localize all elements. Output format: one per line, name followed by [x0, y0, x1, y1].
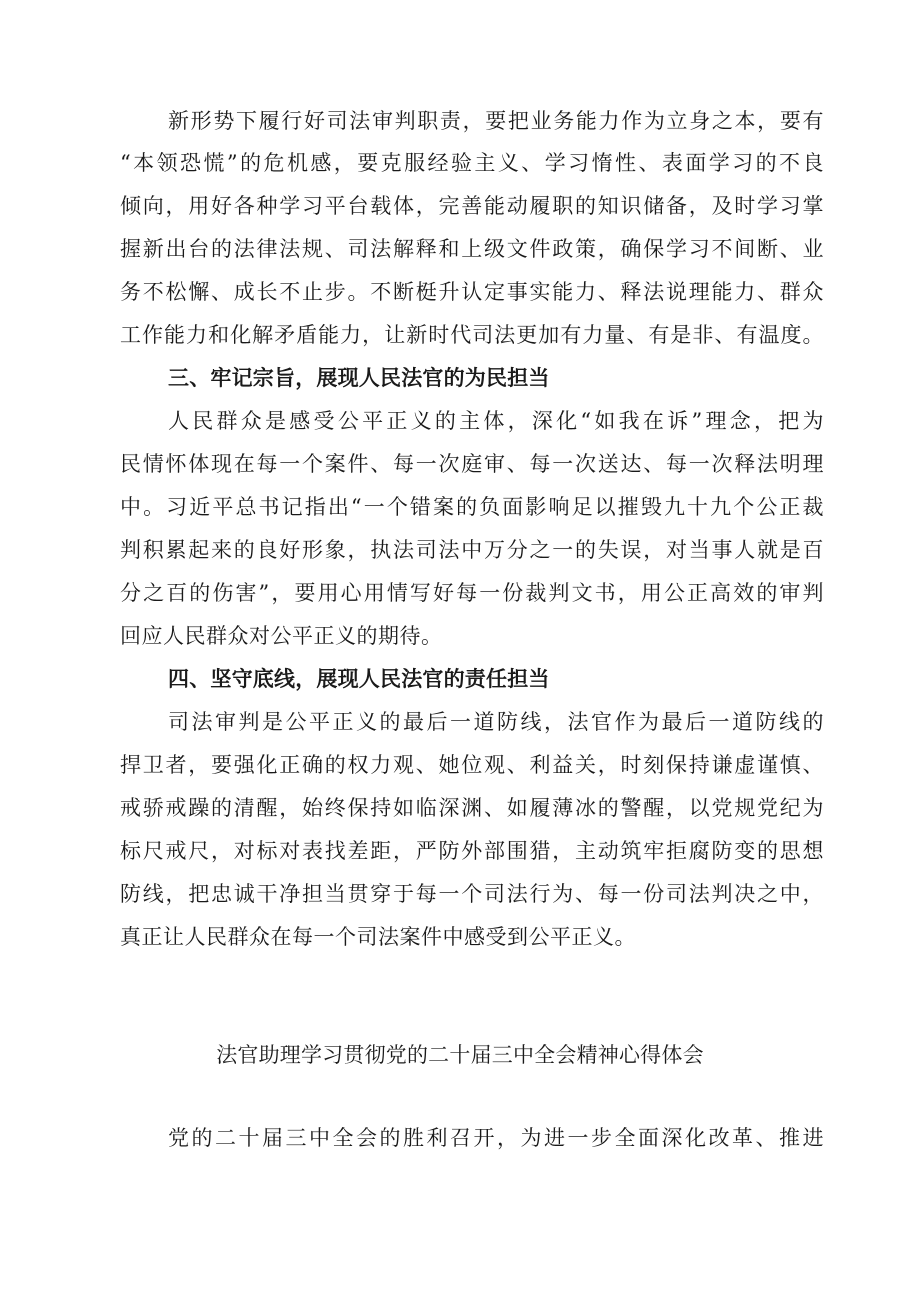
paragraph-line: 防线，把忠诚干净担当贯穿于每一个司法行为、每一份司法判决之中，: [120, 882, 824, 906]
paragraph-line: 戒骄戒躁的清醒，始终保持如临深渊、如履薄冰的警醒，以党规党纪为: [120, 796, 824, 820]
paragraph-line: 工作能力和化解矛盾能力，让新时代司法更加有力量、有是非、有温度。: [120, 323, 824, 347]
section-heading: 四、坚守底线，展现人民法官的责任担当: [168, 667, 550, 691]
paragraph-line: 人民群众是感受公平正义的主体，深化“如我在诉”理念，把为: [168, 409, 824, 433]
paragraph-line: “本领恐慌”的危机感，要克服经验主义、学习惰性、表面学习的不良: [120, 151, 824, 175]
article-title: 法官助理学习贯彻党的二十届三中全会精神心得体会: [216, 1043, 704, 1067]
paragraph-line: 标尺戒尺，对标对表找差距，严防外部围猎，主动筑牢拒腐防变的思想: [120, 839, 824, 863]
paragraph-line: 握新出台的法律法规、司法解释和上级文件政策，确保学习不间断、业: [120, 237, 824, 261]
paragraph-line: 判积累起来的良好形象，执法司法中万分之一的失误，对当事人就是百: [120, 538, 824, 562]
paragraph-line: 真正让人民群众在每一个司法案件中感受到公平正义。: [120, 925, 636, 949]
paragraph-line: 党的二十届三中全会的胜利召开，为进一步全面深化改革、推进: [168, 1126, 824, 1150]
paragraph-line: 务不松懈、成长不止步。不断梃升认定事实能力、释法说理能力、群众: [120, 280, 824, 304]
section-heading: 三、牢记宗旨，展现人民法官的为民担当: [168, 366, 550, 390]
paragraph-line: 司法审判是公平正义的最后一道防线，法官作为最后一道防线的: [168, 710, 824, 734]
paragraph-line: 分之百的伤害”，要用心用情写好每一份裁判文书，用公正高效的审判: [120, 581, 824, 605]
paragraph-line: 捍卫者，要强化正确的权力观、她位观、利益关，时刻保持谦虚谨慎、: [120, 753, 824, 777]
paragraph-line: 回应人民群众对公平正义的期待。: [120, 624, 443, 648]
paragraph-line: 新形势下履行好司法审判职责，要把业务能力作为立身之本，要有: [168, 109, 824, 133]
paragraph-line: 民情怀体现在每一个案件、每一次庭审、每一次送达、每一次释法明理: [120, 452, 824, 476]
paragraph-line: 中。习近平总书记指出“一个错案的负面影响足以摧毁九十九个公正裁: [120, 495, 824, 519]
paragraph-line: 倾向，用好各种学习平台载体，完善能动履职的知识储备，及时学习掌: [120, 194, 824, 218]
